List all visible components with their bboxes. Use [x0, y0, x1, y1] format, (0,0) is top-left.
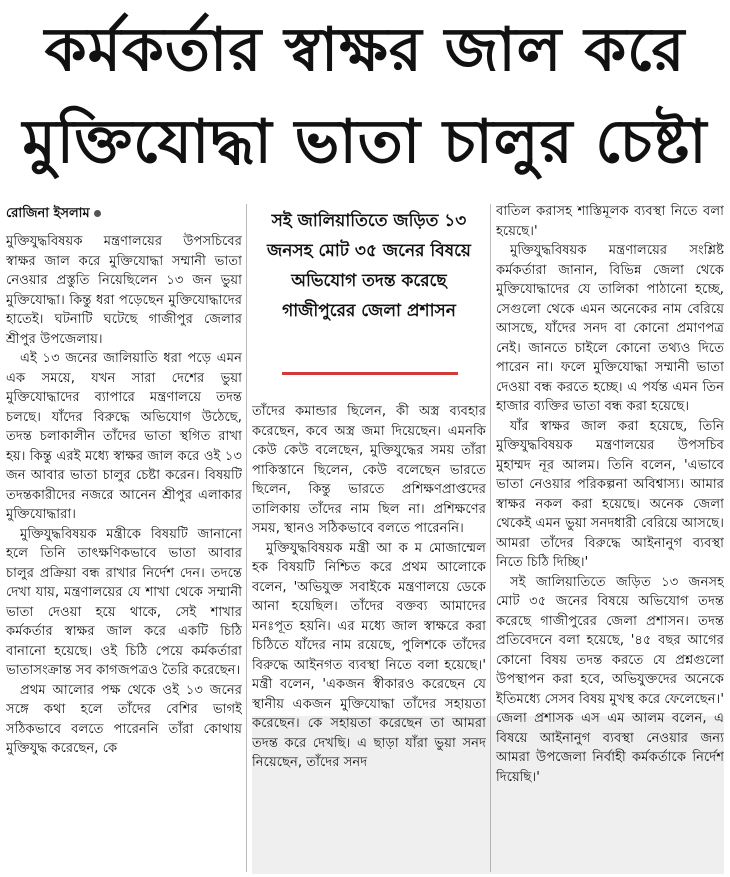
article-column-2	[252, 402, 486, 872]
headline	[6, 4, 724, 196]
article-column-3	[496, 202, 724, 872]
headline-line-2: মুক্তিযোদ্ধা ভাতা চালুর চেষ্টা	[22, 107, 708, 177]
pull-quote: সই জালিয়াতিতে জড়িত ১৩ জনসহ মোট ৩৫ জনের বিষয়ে অভিযোগ তদন্ত করেছে গাজীপুরের জেলা প্রশাসন	[267, 211, 471, 321]
paragraph: সই জালিয়াতিতে জড়িত ১৩ জনসহ মোট ৩৫ জনের বিষয়ে অভিযোগ তদন্ত করেছে গাজীপুরের জেলা প্রশাসন। তদন্ত প্রতিবেদনে বলা হয়েছে, '৪৫ বছর আগের কোনো বিষয় তদন্ত করতে যে প্রশ্নগুলো উপস্থাপন করা হবে, অভিযুক্তদের অনেকে ইতিমধ্যে সেসব বিষয় মুখস্থ করে ফেলেছেন।' জেলা প্রশাসক এস এম আলম বলেন, এ বিষয়ে আইনানুগ ব্যবস্থা নেওয়ার জন্য আমরা উপজেলা নির্বাহী কর্মকর্তাকে নির্দেশ দিয়েছি।'	[496, 574, 724, 785]
paragraph: এই ১৩ জনের জালিয়াতি ধরা পড়ে এমন এক সময়ে, যখন সারা দেশের ভুয়া মুক্তিযোদ্ধাদের ব্যাপারে মন্ত্রণালয়ে তদন্ত চলছে। যাঁদের বিরুদ্ধে অভিযোগ উঠেছে, তদন্ত চলাকালীন তাঁদের ভাতা স্থগিত রাখা হয়। কিন্তু এরই মধ্যে স্বাক্ষর জাল করে ওই ১৩ জন আবার ভাতা চালুর চেষ্টা করেন। বিষয়টি তদন্তকারীদের নজরে আনেন শ্রীপুর এলাকার মুক্তিযোদ্ধারা।	[6, 351, 242, 522]
column-divider	[246, 204, 247, 872]
author-name: রোজিনা ইসলাম	[6, 206, 90, 221]
headline-line-1: কর্মকর্তার স্বাক্ষর জাল করে	[44, 15, 686, 85]
paragraph: মুক্তিযুদ্ধবিষয়ক মন্ত্রণালয়ের উপসচিবের স্বাক্ষর জাল করে মুক্তিযোদ্ধা সম্মানী ভাতা নেওয়ার প্রস্তুতি নিয়েছিলেন ১৩ জন ভুয়া মুক্তিযোদ্ধা। কিন্তু ধরা পড়েছেন মুক্তিযোদ্ধাদের হাতেই। ঘটনাটি ঘটেছে গাজীপুর জেলার শ্রীপুর উপজেলায়।	[6, 234, 242, 347]
byline	[6, 204, 241, 224]
paragraph: বাতিল করাসহ শাস্তিমূলক ব্যবস্থা নিতে বলা হয়েছে।'	[496, 204, 724, 239]
paragraph: তাঁদের কমান্ডার ছিলেন, কী অস্ত্র ব্যবহার করেছেন, কবে অস্ত্র জমা দিয়েছেন। এমনকি কেউ কেউ বলেছেন, মুক্তিযুদ্ধের সময় তাঁরা পাকিস্তানে ছিলেন, কেউ বলেছেন ভারতে ছিলেন, কিন্তু ভারতে প্রশিক্ষণপ্রাপ্তদের তালিকায় তাঁদের নাম ছিল না। প্রশিক্ষণের সময়, স্থানও সঠিকভাবে বলতে পারেননি।	[252, 404, 486, 536]
article-column-1	[6, 232, 242, 872]
paragraph: মুক্তিযুদ্ধবিষয়ক মন্ত্রী আ ক ম মোজাম্মেল হক বিষয়টি নিশ্চিত করে প্রথম আলোকে বলেন, 'অভিযুক্ত সবাইকে মন্ত্রণালয়ে ডেকে আনা হয়েছিল। তাঁদের বক্তব্য আমাদের মনঃপূত হয়নি। এর মধ্যে জাল স্বাক্ষরে করা চিঠিতে যাঁদের নাম রয়েছে, পুলিশকে তাঁদের বিরুদ্ধে আইনগত ব্যবস্থা নিতে বলা হয়েছে।' মন্ত্রী বলেন, 'একজন স্বীকারও করেছেন যে স্থানীয় একজন মুক্তিযোদ্ধা তাঁদের সহায়তা করেছেন। কে সহায়তা করেছেন তা আমরা তদন্ত করে দেখছি। এ ছাড়া যাঁরা ভুয়া সনদ নিয়েছেন, তাঁদের সনদ	[252, 540, 486, 770]
paragraph: মুক্তিযুদ্ধবিষয়ক মন্ত্রীকে বিষয়টি জানানো হলে তিনি তাৎক্ষণিকভাবে ভাতা আবার চালুর প্রক্রিয়া বন্ধ রাখার নির্দেশ দেন। তদন্তে দেখা যায়, মন্ত্রণালয়ের যে শাখা থেকে সম্মানী ভাতা দেওয়া হয়ে থাকে, সেই শাখার কর্মকর্তার স্বাক্ষর জাল করে একটি চিঠি বানানো হয়েছে। ওই চিঠি পেয়ে কর্মকর্তারা ভাতাসংক্রান্ত সব কাগজপত্রও তৈরি করেছেন।	[6, 526, 242, 678]
pull-quote-rule	[282, 372, 458, 375]
paragraph: প্রথম আলোর পক্ষ থেকে ওই ১৩ জনের সঙ্গে কথা হলে তাঁদের বেশির ভাগই সঠিকভাবে বলতে পারেননি তাঁরা কোথায় মুক্তিযুদ্ধ করেছেন, কে	[6, 682, 242, 756]
paragraph: মুক্তিযুদ্ধবিষয়ক মন্ত্রণালয়ের সংশ্লিষ্ট কর্মকর্তারা জানান, বিভিন্ন জেলা থেকে মুক্তিযোদ্ধাদের যে তালিকা পাঠানো হচ্ছে, সেগুলো থেকে এমন অনেকের নাম বেরিয়ে আসছে, যাঁদের সনদ বা কোনো প্রমাণপত্র নেই। জানতে চাইলে কোনো তথ্যও দিতে পারেন না। ফলে মুক্তিযোদ্ধা সম্মানী ভাতা দেওয়া বন্ধ করতে হচ্ছে। এ পর্যন্ত এমন তিন হাজার ব্যক্তির ভাতা বন্ধ করা হয়েছে।	[496, 243, 724, 414]
paragraph: যাঁর স্বাক্ষর জাল করা হয়েছে, তিনি মুক্তিযুদ্ধবিষয়ক মন্ত্রণালয়ের উপসচিব মুহাম্মদ নূর আলম। তিনি বলেন, 'এভাবে ভাতা নেওয়ার পরিকল্পনা অবিশ্বাস্য। আমার স্বাক্ষর নকল করা হয়েছে। অনেক জেলা থেকেই এমন ভুয়া সনদধারী বেরিয়ে আসছে। আমরা তাঁদের বিরুদ্ধে আইনানুগ ব্যবস্থা নিতে চিঠি দিচ্ছি।'	[496, 418, 724, 570]
byline-dot-icon	[94, 210, 101, 217]
